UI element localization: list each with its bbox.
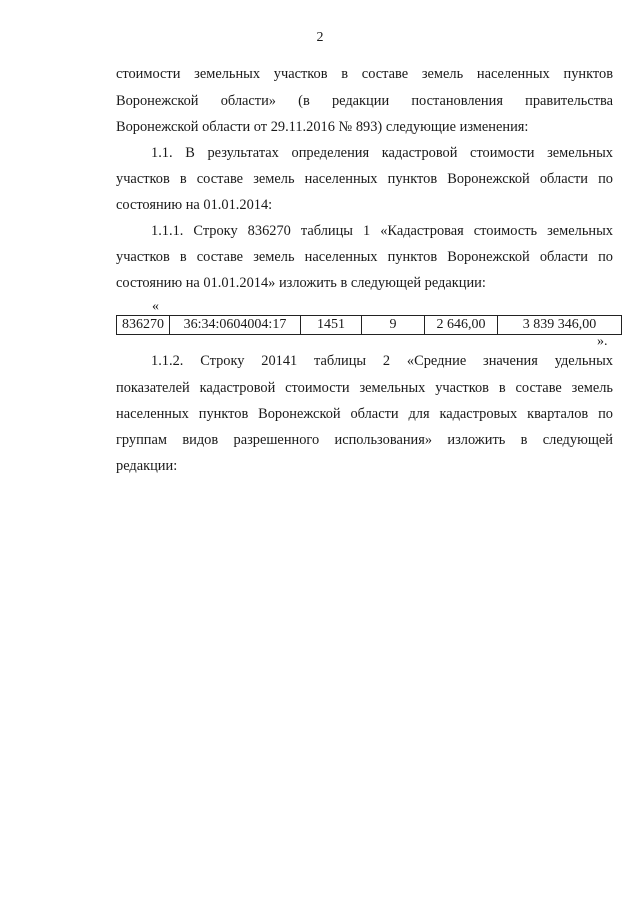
table-cell-specific-value: 2 646,00	[425, 316, 498, 335]
section-1-1-2-line-2: показателей кадастровой стоимости земельных участков в составе земель	[116, 380, 613, 396]
table-cell-code: 1451	[301, 316, 362, 335]
section-1-1-line-2: участков в составе земель населенных пунктов Воронежской области по	[116, 171, 613, 187]
section-1-1-line-3: состоянию на 01.01.2014:	[116, 197, 273, 213]
section-1-1-2-line-5: редакции:	[116, 458, 178, 474]
table-row	[117, 316, 622, 335]
intro-line-2: Воронежской области» (в редакции постановления правительства	[116, 93, 613, 109]
section-1-1-line-1: 1.1. В результатах определения кадастровой стоимости земельных	[151, 145, 613, 161]
table-cell-group: 9	[362, 316, 425, 335]
section-1-1-1-line-3: состоянию на 01.01.2014» изложить в следующей редакции:	[116, 275, 486, 291]
intro-line-3: Воронежской области от 29.11.2016 № 893) следующие изменения:	[116, 119, 529, 135]
intro-line-1: стоимости земельных участков в составе земель населенных пунктов	[116, 66, 613, 82]
table-cell-cadastral-value: 3 839 346,00	[498, 316, 622, 335]
table-cell-cadastral-number: 36:34:0604004:17	[170, 316, 301, 335]
section-1-1-1-line-1: 1.1.1. Строку 836270 таблицы 1 «Кадастровая стоимость земельных	[151, 223, 613, 239]
section-1-1-2-line-1: 1.1.2. Строку 20141 таблицы 2 «Средние значения удельных	[151, 353, 613, 369]
section-1-1-2-line-3: населенных пунктов Воронежской области для кадастровых кварталов по	[116, 406, 613, 422]
page-number: 2	[316, 30, 324, 45]
table-open-quote: «	[152, 299, 159, 314]
table-close-quote: ».	[597, 334, 608, 349]
section-1-1-1-line-2: участков в составе земель населенных пунктов Воронежской области по	[116, 249, 613, 265]
table-cell-row-number: 836270	[117, 316, 170, 335]
cadastral-table	[116, 315, 622, 335]
section-1-1-2-line-4: группам видов разрешенного использования» изложить в следующей	[116, 432, 613, 448]
